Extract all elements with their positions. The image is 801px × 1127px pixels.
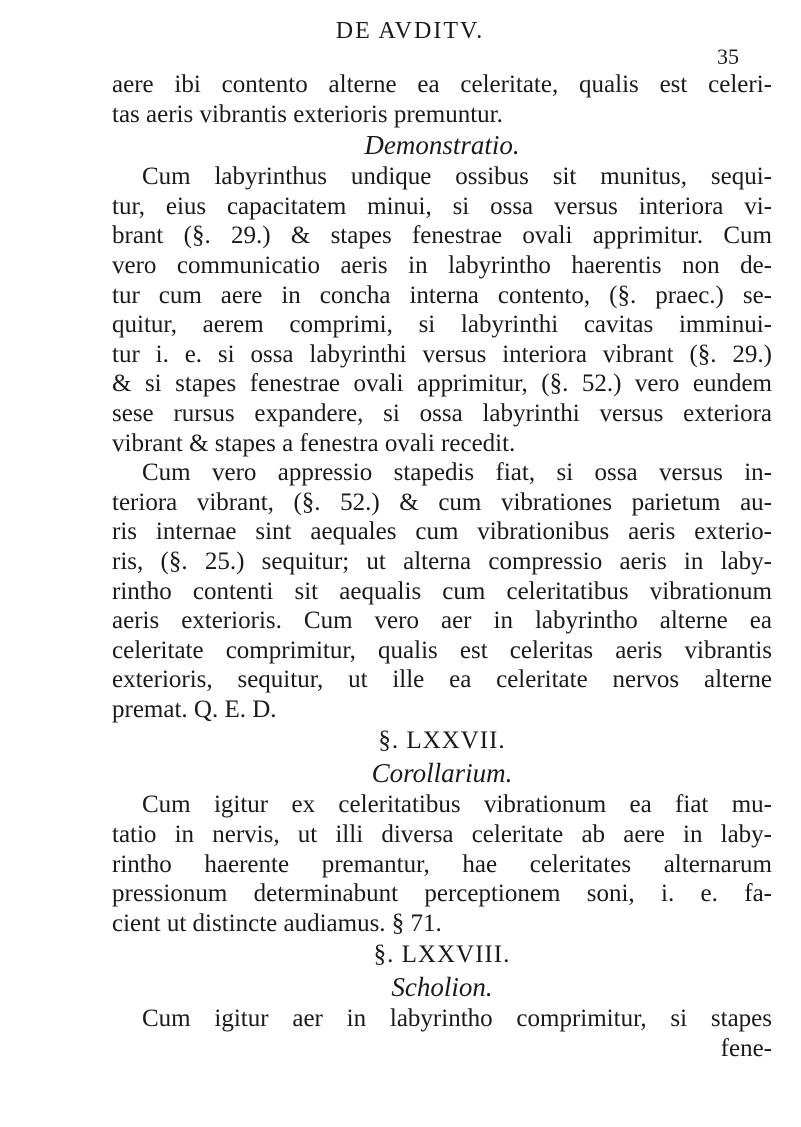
text-line: Cum igitur ex celeritatibus vibrationum ea fiat mu- — [142, 791, 772, 819]
text-line: vibrant & stapes a fenestra ovali recedit. — [112, 429, 516, 457]
text-line: Cum vero appressio stapedis fiat, si ossa versus in- — [142, 459, 772, 487]
text-line: celeritate comprimitur, qualis est celeritas aeris vibrantis — [112, 636, 772, 664]
text-line: aeris exterioris. Cum vero aer in labyrintho alterne ea — [112, 607, 772, 635]
text-line: rintho haerente premantur, hae celeritates alternarum — [112, 850, 772, 878]
section-number-77: §. LXXVII. — [378, 727, 506, 755]
corollarium-body — [112, 790, 772, 938]
text-line: tas aeris vibrantis exterioris premuntur. — [112, 100, 503, 128]
section-number-78: §. LXXVIII. — [373, 941, 511, 969]
scholion-heading: Scholion. — [391, 972, 493, 1003]
text-line: & si stapes fenestrae ovali apprimitur, (§. 52.) vero eundem — [112, 370, 772, 398]
text-line: teriora vibrant, (§. 52.) & cum vibrationes parietum au- — [112, 488, 772, 516]
text-line: ris internae sint aequales cum vibrationibus aeris exterio- — [112, 518, 772, 546]
text-line: quitur, aerem comprimi, si labyrinthi cavitas imminui- — [112, 311, 772, 339]
text-line: brant (§. 29.) & stapes fenestrae ovali apprimitur. Cum — [112, 222, 772, 250]
demonstratio-heading: Demonstratio. — [364, 130, 520, 161]
text-line: aere ibi contento alterne ea celeritate, qualis est celeri- — [112, 71, 772, 98]
paragraph-continued — [112, 70, 772, 129]
text-line: rintho contenti sit aequalis cum celeritatibus vibrationum — [112, 577, 772, 605]
text-line: premat. Q. E. D. — [112, 695, 277, 723]
text-block — [112, 70, 772, 1064]
text-line: Cum igitur aer in labyrintho comprimitur, si stapes — [142, 1005, 772, 1033]
text-line: Cum labyrinthus undique ossibus sit munitus, sequi- — [142, 163, 772, 191]
demonstratio-body — [112, 162, 772, 724]
corollarium-heading: Corollarium. — [371, 758, 513, 789]
text-line: tur, eius capacitatem minui, si ossa versus interiora vi- — [112, 192, 772, 220]
running-head — [0, 14, 801, 69]
text-line: tur i. e. si ossa labyrinthi versus interiora vibrant (§. 29.) — [112, 340, 772, 368]
text-line: tur cum aere in concha interna contento, (§. praec.) se- — [112, 281, 772, 309]
text-line: ris, (§. 25.) sequitur; ut alterna compressio aeris in laby- — [112, 547, 772, 575]
running-title: DE AVDITV. — [335, 18, 485, 44]
text-line: sese rursus expandere, si ossa labyrinthi versus exteriora — [112, 399, 772, 427]
scholion-body — [112, 1004, 772, 1063]
text-line: vero communicatio aeris in labyrintho haerentis non de- — [112, 251, 772, 279]
catchword: fene- — [720, 1035, 772, 1063]
text-line: tatio in nervis, ut illi diversa celeritate ab aere in laby- — [112, 821, 772, 849]
text-line: pressionum determinabunt perceptionem soni, i. e. fa- — [112, 880, 772, 908]
text-line: cient ut distincte audiamus. § 71. — [112, 909, 442, 937]
page-number: 35 — [717, 44, 739, 69]
text-line: exterioris, sequitur, ut ille ea celeritate nervos alterne — [112, 666, 772, 694]
